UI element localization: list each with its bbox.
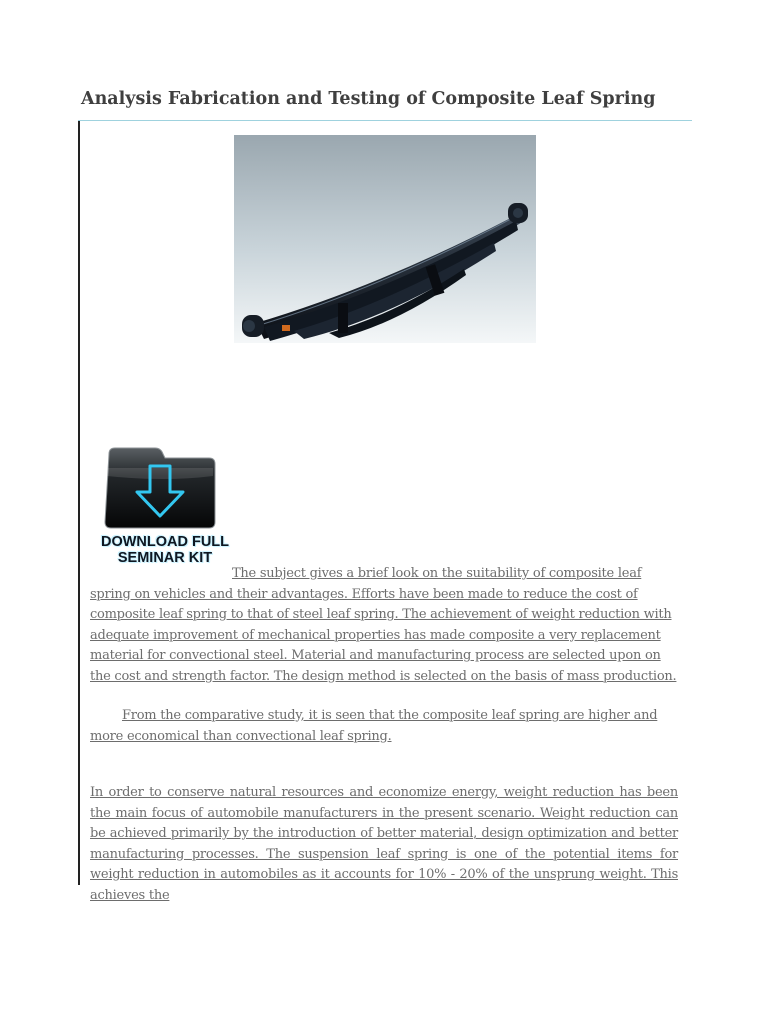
page-title: Analysis Fabrication and Testing of Composite Leaf Spring bbox=[81, 89, 656, 109]
leaf-spring-image bbox=[234, 135, 536, 343]
paragraph-1[interactable]: The subject gives a brief look on the suitability of composite leaf spring on vehicles and their advantages. Efforts have been made to reduce the cost of composite leaf spring to that of steel leaf spring. The achievement of weight reduction with adequate improvement of mechanical properties has made composite a very replacement material for convectional steel. Material and manufacturing process are selected upon on the cost and strength factor. The design method is selected on the basis of mass production. bbox=[90, 566, 677, 684]
download-arrow-icon bbox=[95, 446, 235, 536]
left-border-line bbox=[78, 121, 80, 885]
download-label: DOWNLOAD FULL SEMINAR KIT bbox=[100, 534, 230, 566]
download-seminar-kit-button[interactable] bbox=[95, 446, 235, 572]
paragraph-3[interactable]: In order to conserve natural resources and economize energy, weight reduction has been the main focus of automobile manufacturers in the present scenario. Weight reduction can be achieved primarily by the introduction of better material, design optimization and better manufacturing processes. The suspension leaf spring is one of the potential items for weight reduction in automobiles as it accounts for 10% - 20% of the unsprung weight. This achieves the bbox=[90, 785, 678, 903]
title-divider bbox=[78, 120, 692, 121]
paragraph-2[interactable]: From the comparative study, it is seen that the composite leaf spring are higher and more economical than convectional leaf spring. bbox=[90, 708, 658, 744]
